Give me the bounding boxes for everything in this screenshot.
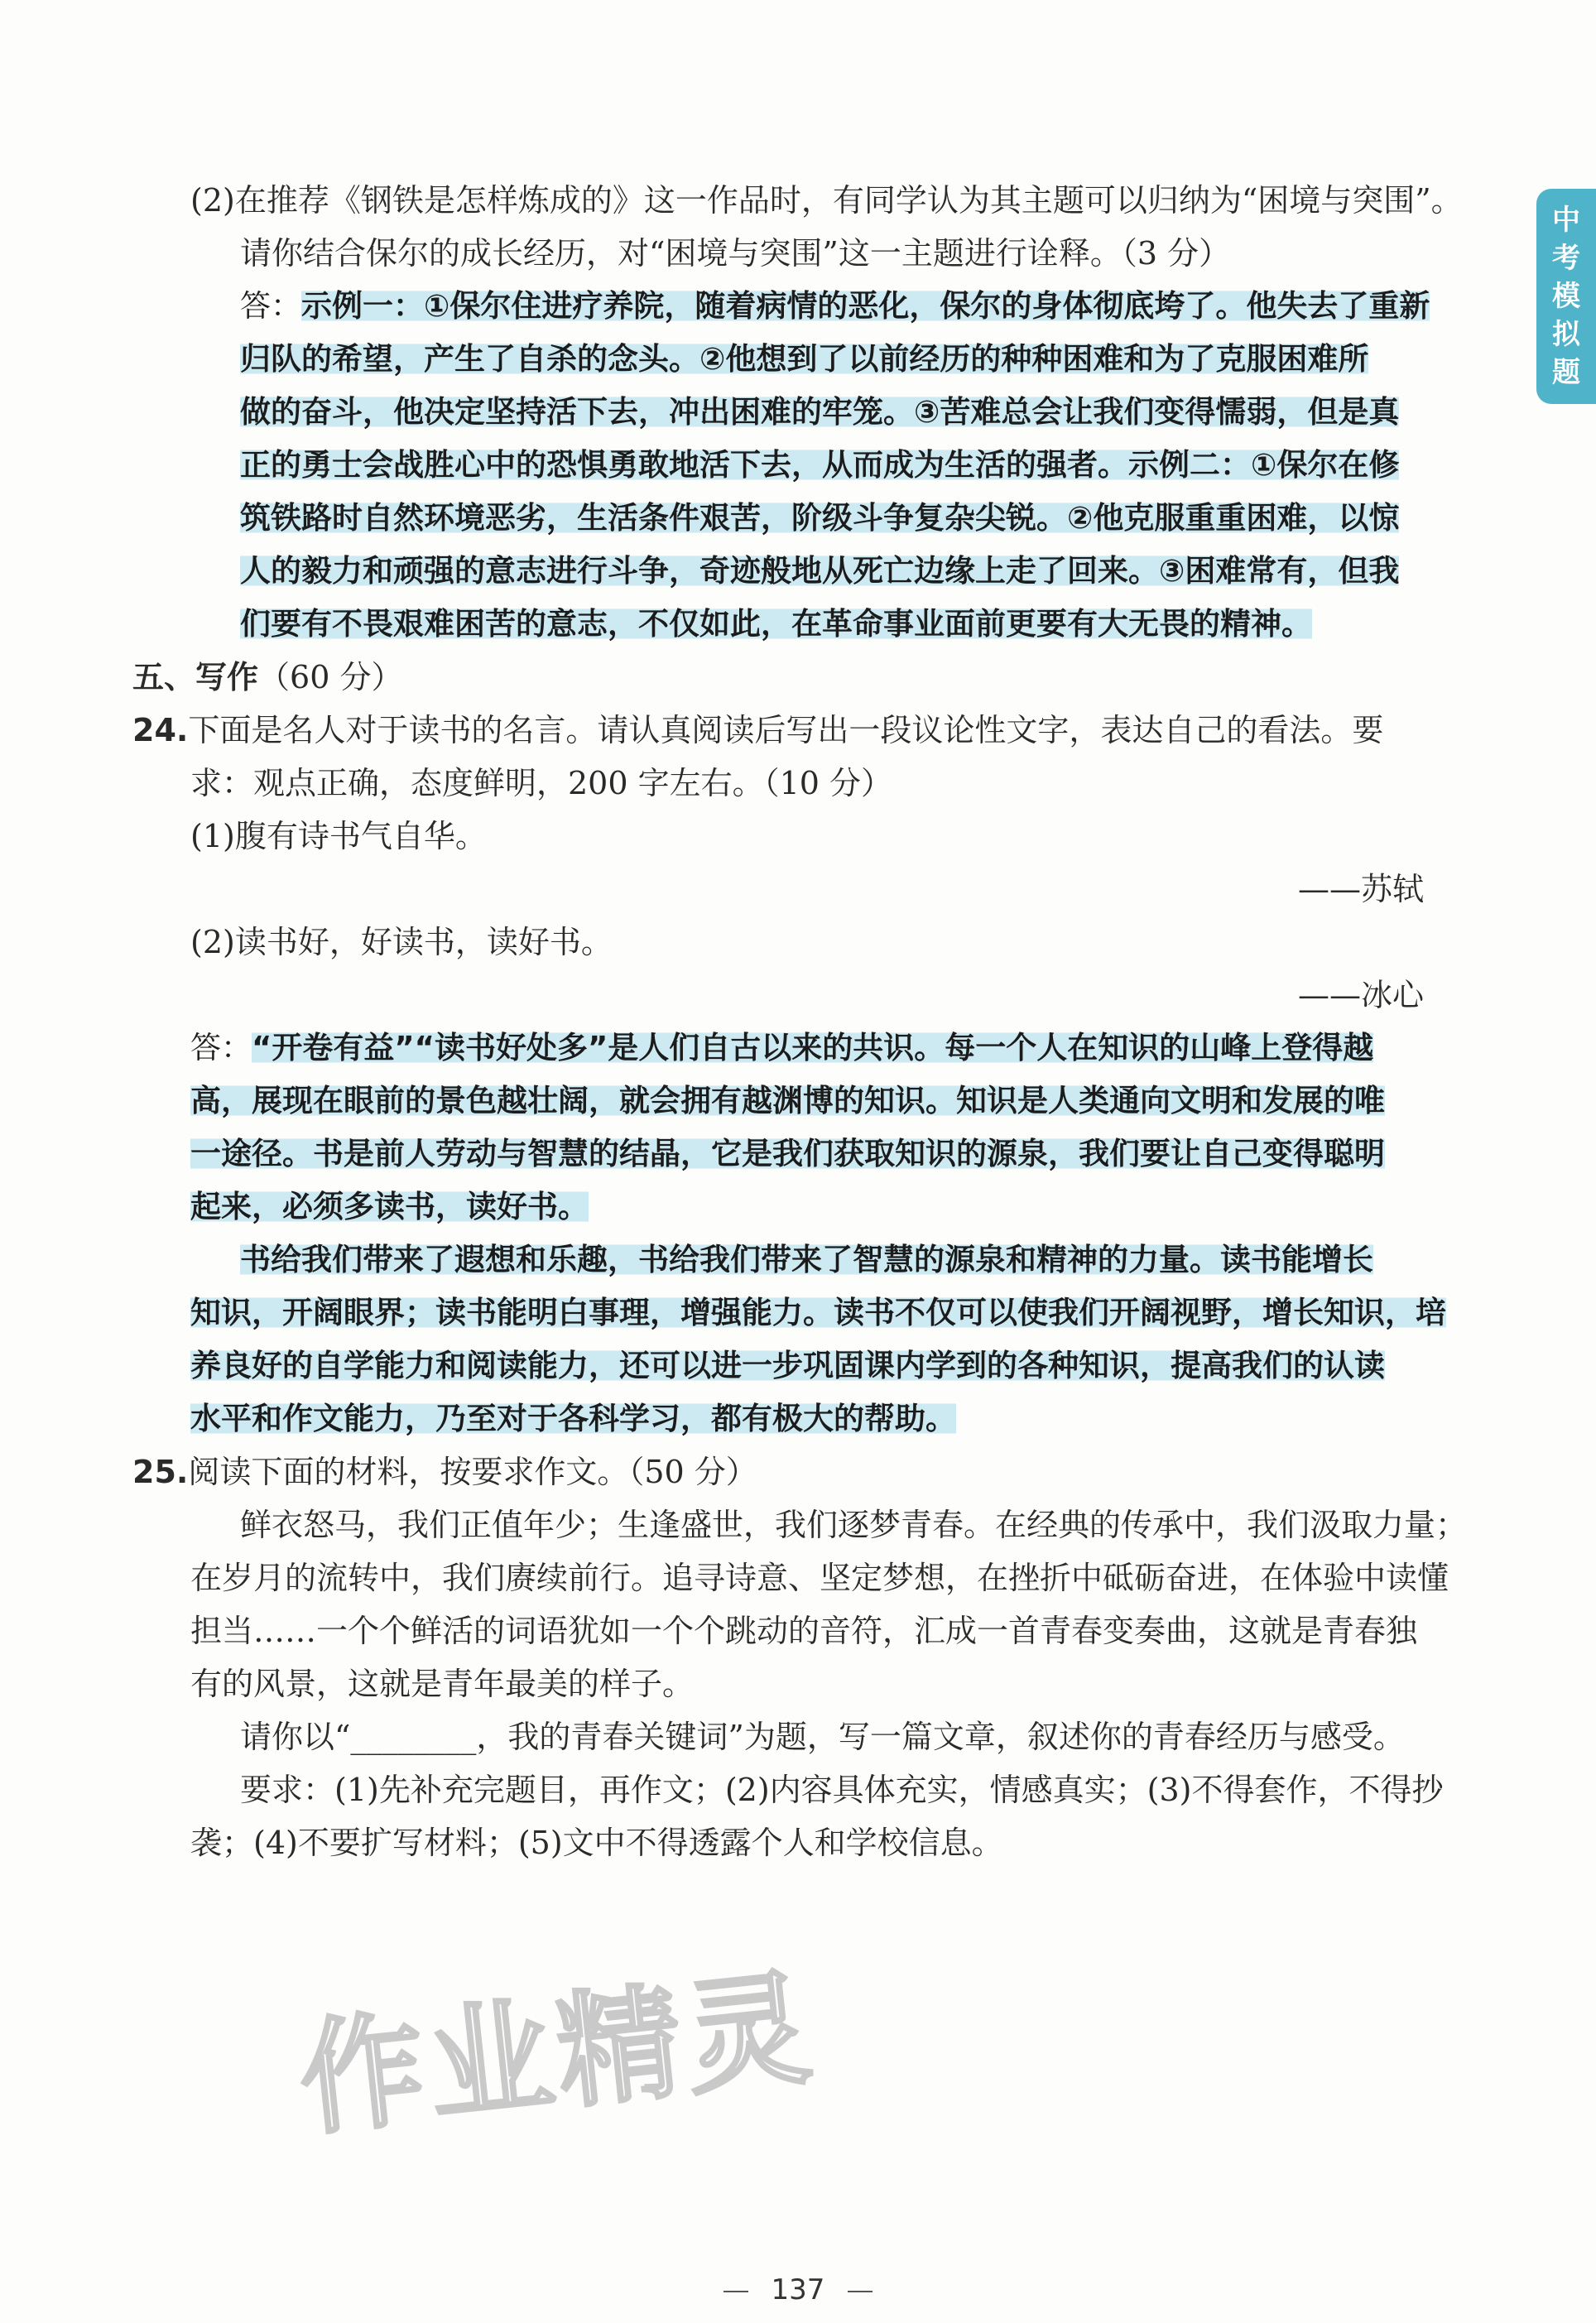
q24-attribution2: ——冰心 xyxy=(1297,977,1424,1013)
q24-quote1: (1)腹有诗书气自华。 xyxy=(190,818,487,854)
answer-label: 答： xyxy=(190,1030,252,1065)
q24-answer-line xyxy=(132,1287,1473,1339)
q25-requirements-line: 袭；(4)不要扩写材料；(5)文中不得透露个人和学校信息。 xyxy=(190,1825,1003,1861)
q23-2-prompt-line1: (2)在推荐《钢铁是怎样炼成的》这一作品时，有同学认为其主题可以归纳为“困境与突围”。 xyxy=(190,182,1463,219)
q25-material-line: 鲜衣怒马，我们正值年少；生逢盛世，我们逐梦青春。在经典的传承中，我们汲取力量； xyxy=(240,1507,1468,1543)
section-title-text: 五、写作 xyxy=(132,659,259,695)
side-tab-char: 题 xyxy=(1552,356,1580,389)
answer-text: 养良好的自学能力和阅读能力，还可以进一步巩固课内学到的各种知识，提高我们的认读 xyxy=(190,1348,1385,1383)
answer-label: 答： xyxy=(240,288,301,324)
q24-answer-line xyxy=(132,1075,1473,1128)
q25-material-line: 在岁月的流转中，我们赓续前行。追寻诗意、坚定梦想，在挫折中砥砺奋进，在体验中读懂 xyxy=(190,1560,1449,1596)
q24-text: 下面是名人对于读书的名言。请认真阅读后写出一段议论性文字，表达自己的看法。要 xyxy=(188,712,1384,748)
q24-answer-line xyxy=(132,1339,1473,1392)
answer-text: 筑铁路时自然环境恶劣，生活条件艰苦，阶级斗争复杂尖锐。②他克服重重困难，以惊 xyxy=(240,500,1400,536)
q23-2-answer-line xyxy=(132,545,1473,598)
q24-answer-line xyxy=(132,1128,1473,1181)
q23-2-answer-line xyxy=(132,333,1473,386)
answer-text: 高，展现在眼前的景色越壮阔，就会拥有越渊博的知识。知识是人类通向文明和发展的唯 xyxy=(190,1083,1385,1118)
section-title xyxy=(132,651,1473,704)
q24-line1 xyxy=(132,704,1473,757)
footer-dash-right xyxy=(848,2291,873,2292)
q24-quote2: (2)读书好，好读书，读好书。 xyxy=(190,924,613,960)
side-tab-char: 中 xyxy=(1552,204,1580,237)
answer-text: 书给我们带来了遐想和乐趣，书给我们带来了智慧的源泉和精神的力量。读书能增长 xyxy=(240,1242,1373,1277)
answer-text: 知识，开阔眼界；读书能明白事理，增强能力。读书不仅可以使我们开阔视野，增长知识，培 xyxy=(190,1295,1446,1330)
q25-text: 阅读下面的材料，按要求作文。（50 分） xyxy=(188,1454,757,1490)
answer-text: 正的勇士会战胜心中的恐惧勇敢地活下去，从而成为生活的强者。示例二：①保尔在修 xyxy=(240,447,1400,483)
q23-2-answer-line xyxy=(132,492,1473,545)
q25-requirements-line: 要求：(1)先补充完题目，再作文；(2)内容具体充实，情感真实；(3)不得套作，不得抄 xyxy=(240,1772,1444,1808)
q25-material-line: 有的风景，这就是青年最美的样子。 xyxy=(190,1666,695,1702)
q23-2-answer-line xyxy=(132,386,1473,439)
answer-text: 水平和作文能力，乃至对于各科学习，都有极大的帮助。 xyxy=(190,1401,956,1436)
q25-task: 请你以“________，我的青春关键词”为题，写一篇文章，叙述你的青春经历与感受。 xyxy=(240,1719,1405,1755)
question-number: 24. xyxy=(132,712,189,748)
page-footer xyxy=(0,2273,1596,2306)
answer-text: 起来，必须多读书，读好书。 xyxy=(190,1189,589,1224)
q25-material-line: 担当……一个个鲜活的词语犹如一个个跳动的音符，汇成一首青春变奏曲，这就是青春独 xyxy=(190,1613,1418,1649)
section-score: （60 分） xyxy=(258,659,403,695)
q24-line2: 求：观点正确，态度鲜明，200 字左右。（10 分） xyxy=(190,765,893,801)
answer-text: 们要有不畏艰难困苦的意志，不仅如此，在革命事业面前更要有大无畏的精神。 xyxy=(240,606,1312,642)
q24-answer-line xyxy=(132,1234,1473,1287)
question-number: 25. xyxy=(132,1454,189,1490)
answer-text: 示例一：①保尔住进疗养院，随着病情的恶化，保尔的身体彻底垮了。他失去了重新 xyxy=(301,288,1430,324)
q24-answer-line xyxy=(132,1392,1473,1445)
side-tab-char: 拟 xyxy=(1552,318,1580,351)
watermark: 作业精灵 xyxy=(293,1955,822,2154)
side-tab-exam-simulation xyxy=(1536,189,1596,404)
q23-2-prompt-line2: 请你结合保尔的成长经历，对“困境与突围”这一主题进行诠释。（3 分） xyxy=(240,235,1231,272)
q23-2-answer-line xyxy=(132,598,1473,651)
q24-answer-line xyxy=(132,1022,1473,1075)
main-content xyxy=(132,174,1473,1869)
answer-text: “开卷有益”“读书好处多”是人们自古以来的共识。每一个人在知识的山峰上登得越 xyxy=(252,1030,1374,1065)
q25-line1 xyxy=(132,1445,1473,1498)
q24-answer-line xyxy=(132,1181,1473,1234)
side-tab-char: 模 xyxy=(1552,280,1580,313)
side-tab-char: 考 xyxy=(1552,242,1580,275)
q23-2-answer-line xyxy=(132,280,1473,333)
answer-text: 一途径。书是前人劳动与智慧的结晶，它是我们获取知识的源泉，我们要让自己变得聪明 xyxy=(190,1136,1385,1171)
q23-2-answer-line xyxy=(132,439,1473,492)
answer-text: 归队的希望，产生了自杀的念头。②他想到了以前经历的种种困难和为了克服困难所 xyxy=(240,341,1369,377)
answer-text: 做的奋斗，他决定坚持活下去，冲出困难的牢笼。③苦难总会让我们变得懦弱，但是真 xyxy=(240,394,1400,430)
q24-attribution1: ——苏轼 xyxy=(1297,871,1424,907)
page-number: 137 xyxy=(771,2273,825,2306)
answer-text: 人的毅力和顽强的意志进行斗争，奇迹般地从死亡边缘上走了回来。③困难常有，但我 xyxy=(240,553,1400,589)
footer-dash-left xyxy=(723,2291,748,2292)
